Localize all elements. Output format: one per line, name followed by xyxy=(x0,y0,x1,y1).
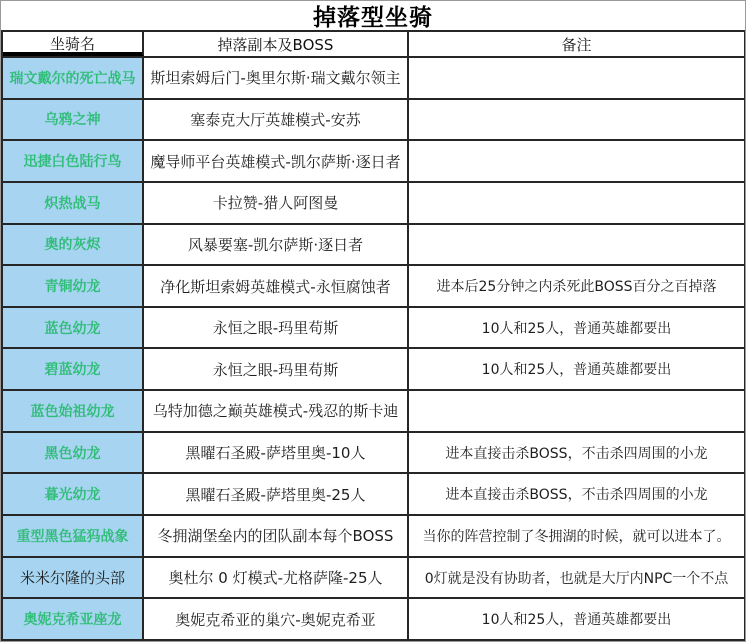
table-row xyxy=(3,433,745,475)
note-cell xyxy=(409,58,745,98)
table-row xyxy=(3,100,745,142)
mount-name-cell: 炽热战马 xyxy=(3,183,144,223)
column-header-drop-source: 掉落副本及BOSS xyxy=(144,32,409,56)
column-header-note: 备注 xyxy=(409,32,745,56)
drop-source-cell: 永恒之眼-玛里苟斯 xyxy=(144,349,409,389)
table-row xyxy=(3,141,745,183)
note-cell: 进本直接击杀BOSS，不击杀四周围的小龙 xyxy=(409,474,745,514)
table-row xyxy=(3,308,745,350)
mount-name-cell: 蓝色幼龙 xyxy=(3,308,144,348)
mount-name-cell: 瑞文戴尔的死亡战马 xyxy=(3,58,144,98)
mount-name-cell: 暮光幼龙 xyxy=(3,474,144,514)
mount-name-cell: 重型黑色猛犸战象 xyxy=(3,516,144,556)
table-row xyxy=(3,599,745,641)
drop-source-cell: 冬拥湖堡垒内的团队副本每个BOSS xyxy=(144,516,409,556)
note-cell xyxy=(409,100,745,140)
mount-name-cell: 碧蓝幼龙 xyxy=(3,349,144,389)
table-row xyxy=(3,516,745,558)
drop-source-cell: 奥妮克希亚的巢穴-奥妮克希亚 xyxy=(144,599,409,639)
mount-name-cell: 迅捷白色陆行鸟 xyxy=(3,141,144,181)
note-cell: 进本后25分钟之内杀死此BOSS百分之百掉落 xyxy=(409,266,745,306)
drop-source-cell: 卡拉赞-猎人阿图曼 xyxy=(144,183,409,223)
note-cell xyxy=(409,183,745,223)
drop-source-cell: 乌特加德之巅英雄模式-残忍的斯卡迪 xyxy=(144,391,409,431)
drop-source-cell: 魔导师平台英雄模式-凯尔萨斯·逐日者 xyxy=(144,141,409,181)
table-row xyxy=(3,391,745,433)
mount-name-cell: 蓝色始祖幼龙 xyxy=(3,391,144,431)
note-cell: 10人和25人，普通英雄都要出 xyxy=(409,349,745,389)
note-cell: 10人和25人，普通英雄都要出 xyxy=(409,599,745,639)
drop-source-cell: 黑曜石圣殿-萨塔里奥-10人 xyxy=(144,433,409,473)
page-title: 掉落型坐骑 xyxy=(313,5,433,31)
drop-source-cell: 风暴要塞-凯尔萨斯·逐日者 xyxy=(144,225,409,265)
mount-table xyxy=(1,30,745,641)
note-cell xyxy=(409,225,745,265)
column-header-mount-name: 坐骑名 xyxy=(3,32,144,56)
table-row xyxy=(3,474,745,516)
mount-name-cell: 奥妮克希亚座龙 xyxy=(3,599,144,639)
table-row xyxy=(3,58,745,100)
note-cell xyxy=(409,391,745,431)
drop-source-cell: 奥杜尔 0 灯模式-尤格萨隆-25人 xyxy=(144,558,409,598)
table-row xyxy=(3,558,745,600)
note-cell xyxy=(409,141,745,181)
table-header-row xyxy=(3,32,745,58)
mount-name-cell: 奥的灰烬 xyxy=(3,225,144,265)
mount-name-cell: 米米尔隆的头部 xyxy=(3,558,144,598)
mount-name-cell: 黑色幼龙 xyxy=(3,433,144,473)
note-cell: 10人和25人，普通英雄都要出 xyxy=(409,308,745,348)
mount-name-cell: 乌鸦之神 xyxy=(3,100,144,140)
table-row xyxy=(3,183,745,225)
drop-source-cell: 净化斯坦索姆英雄模式-永恒腐蚀者 xyxy=(144,266,409,306)
note-cell: 当你的阵营控制了冬拥湖的时候，就可以进本了。 xyxy=(409,516,745,556)
table-row xyxy=(3,349,745,391)
table-row xyxy=(3,266,745,308)
drop-source-cell: 塞泰克大厅英雄模式-安苏 xyxy=(144,100,409,140)
mount-name-cell: 青铜幼龙 xyxy=(3,266,144,306)
table-body xyxy=(3,58,745,641)
drop-source-cell: 斯坦索姆后门-奥里尔斯·瑞文戴尔领主 xyxy=(144,58,409,98)
drop-source-cell: 黑曜石圣殿-萨塔里奥-25人 xyxy=(144,474,409,514)
drop-source-cell: 永恒之眼-玛里苟斯 xyxy=(144,308,409,348)
note-cell: 0灯就是没有协助者，也就是大厅内NPC一个不点 xyxy=(409,558,745,598)
note-cell: 进本直接击杀BOSS，不击杀四周围的小龙 xyxy=(409,433,745,473)
table-row xyxy=(3,225,745,267)
